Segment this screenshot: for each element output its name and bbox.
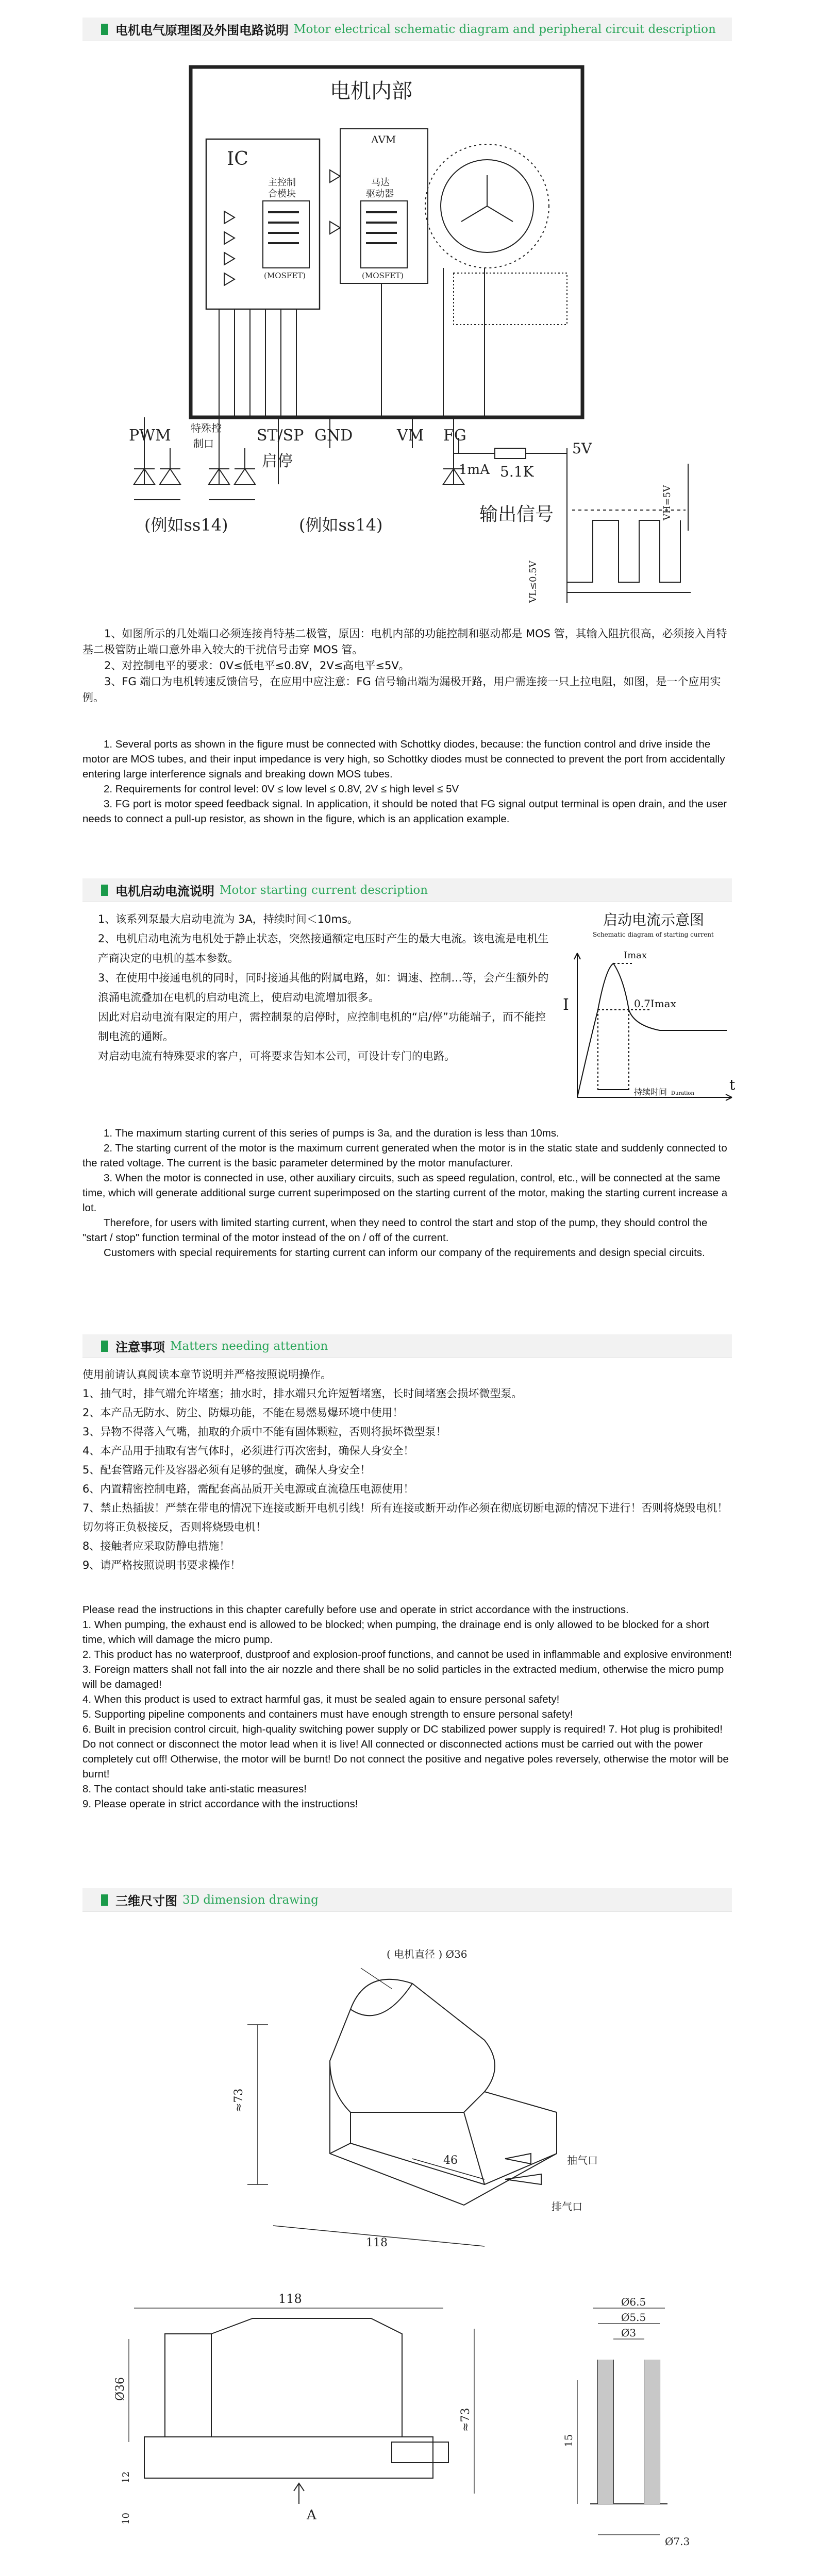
- section-header-attention: [82, 1334, 732, 1358]
- ic-label: IC: [227, 148, 248, 170]
- starting-current-notes-zh: [98, 909, 552, 1066]
- section-title-en: Motor electrical schematic diagram and peripheral circuit description: [294, 22, 716, 36]
- attention-zh-1: 1、抽气时，排气端允许堵塞；抽水时，排水端只允许短暂堵塞，长时间堵塞会损坏微型泵。: [82, 1387, 523, 1400]
- view-mark-a: A: [307, 2507, 316, 2523]
- attention-zh-2: 2、本产品无防水、防尘、防爆功能，不能在易燃易爆环境中使用！: [82, 1406, 404, 1419]
- current-1ma: 1mA: [459, 462, 490, 478]
- current-curve: [577, 963, 727, 1097]
- chart-xlabel: t: [729, 1076, 736, 1093]
- attention-en-9: 9. Please operate in strict accordance with the instructions!: [82, 1798, 358, 1810]
- chart-annotation-imax: Imax: [624, 950, 647, 961]
- pin-fg: FG: [443, 427, 466, 445]
- dim-motor-dia: ( 电机直径 ) Ø36: [387, 1948, 468, 1960]
- note-zh-1: 1、如图所示的几处端口必须连接肖特基二极管，原因：电机内部的功能控制和驱动都是 MOS 管，其输入阻抗很高，必须接入肖特基二极管防止端口意外串入较大的干扰信号击穿 MOS 管。: [82, 628, 727, 656]
- attention-en-1: 1. When pumping, the exhaust end is allowed to be blocked; when pumping, the drainage end is only allowed to be blocked for a short time, which will damage the micro pump.: [82, 1619, 709, 1646]
- sc-zh-2: 2、电机启动电流为电机处于静止状态，突然接通额定电压时产生的最大电流。该电流是电机生产商决定的电机的基本参数。: [98, 933, 549, 964]
- example-2: (例如ss14): [299, 515, 383, 535]
- drv-label-3: (MOSFET): [362, 271, 404, 280]
- sc-en-4: Therefore, for users with limited starting current, when they need to control the start and stop of the pump, they should control the "start / stop" function terminal of the motor instead of the on / off of the current.: [82, 1217, 708, 1244]
- pin-special-1: 特殊控: [191, 422, 222, 434]
- dim-d55: Ø5.5: [621, 2311, 646, 2324]
- section-header-dimensions: [82, 1888, 732, 1912]
- section-title-zh: 注意事项: [115, 1340, 165, 1354]
- dim-h12: 12: [121, 2471, 131, 2483]
- dim-h15: 15: [562, 2434, 575, 2447]
- resistor-5k1: 5.1K: [500, 463, 534, 480]
- attention-zh-4: 4、本产品用于抽取有害气体时，必须进行再次密封，确保人身安全！: [82, 1445, 414, 1457]
- note-zh-3: 3、FG 端口为电机转速反馈信号，在应用中应注意：FG 信号输出端为漏极开路，用户需连接一只上拉电阻，如图，是一个应用实例。: [82, 675, 721, 704]
- sc-en-3: 3. When the motor is connected in use, other auxiliary circuits, such as speed regulation, control, etc., will be connected at the same time, which will generate additional surge current superimposed on the starting current of the motor, making the starting current increase a lot.: [82, 1172, 728, 1214]
- schematic-notes-en: [82, 737, 732, 826]
- chart-ylabel: I: [563, 996, 569, 1014]
- supply-5v: 5V: [572, 440, 592, 457]
- dim-d3: Ø3: [621, 2327, 637, 2339]
- section-marker: [101, 1341, 108, 1352]
- section-title-zh: 电机启动电流说明: [115, 884, 214, 899]
- attention-zh-9: 9、请严格按照说明书要求操作！: [82, 1559, 241, 1571]
- drv-label-2: 驱动器: [366, 189, 394, 199]
- dim-w118: 118: [366, 2236, 388, 2249]
- schematic-title: 电机内部: [330, 79, 412, 103]
- dim-w46: 46: [443, 2154, 458, 2167]
- pin-special-2: 制口: [193, 437, 214, 450]
- attention-zh-8: 8、接触者应采取防静电措施！: [82, 1540, 230, 1552]
- attention-en-4: 4. When this product is used to extract harmful gas, it must be sealed again to ensure personal safety!: [82, 1693, 560, 1705]
- start-stop-label: 启停: [262, 452, 293, 470]
- sc-zh-3: 3、在使用中接通电机的同时，同时接通其他的附属电路，如：调速、控制…等，会产生额外的浪涌电流叠加在电机的启动电流上，使启动电流增加很多。: [98, 972, 549, 1004]
- sc-zh-4: 因此对启动电流有限定的用户，需控制泵的启停时，应控制电机的“启/停”功能端子，而不能控制电流的通断。: [98, 1011, 546, 1043]
- dim-d65: Ø6.5: [621, 2296, 646, 2308]
- dim-h73: ≈73: [232, 2088, 245, 2112]
- attention-intro-zh: 使用前请认真阅读本章节说明并严格按照说明操作。: [82, 1368, 331, 1381]
- sc-zh-5: 对启动电流有特殊要求的客户，可将要求告知本公司，可设计专门的电路。: [98, 1050, 455, 1062]
- attention-en-6: 6. Built in precision control circuit, high-quality switching power supply or DC stabilized power supply is required! 7. Hot plug is prohibited! Do not connect or disconnect the motor lead when it is live! All connected or disconnected actions must be carried out with the power completely cut off! Otherwise, the motor will be burnt! Do not connect the positive and negative poles reversely, otherwise the motor will be burnt!: [82, 1723, 729, 1780]
- pump-body: [330, 1979, 495, 2112]
- attention-zh-6: 6、内置精密控制电路，需配套高品质开关电源或直流稳压电源使用！: [82, 1483, 414, 1495]
- section-title-en: 3D dimension drawing: [182, 1893, 319, 1907]
- attention-en-8: 8. The contact should take anti-static measures!: [82, 1783, 307, 1795]
- section-marker: [101, 1894, 108, 1906]
- label-suction-3d: 抽气口: [567, 2154, 598, 2166]
- motor-schematic-diagram: [124, 57, 701, 613]
- chart-subtitle: Schematic diagram of starting current: [593, 931, 714, 938]
- pin-vm: VM: [397, 427, 424, 445]
- section-title-en: Matters needing attention: [170, 1339, 328, 1353]
- label-exhaust-3d: 排气口: [552, 2200, 582, 2213]
- vl-label: VL≤0.5V: [528, 561, 539, 603]
- sc-en-2: 2. The starting current of the motor is the maximum current generated when the motor is in the static state and suddenly connected to the rated voltage. The current is the basic parameter determined by the motor manufacturer.: [82, 1142, 727, 1169]
- section-title-zh: 三维尺寸图: [115, 1894, 177, 1908]
- example-1: (例如ss14): [144, 515, 228, 535]
- sc-en-5: Customers with special requirements for starting current can inform our company of the requirements and design special circuits.: [104, 1247, 705, 1259]
- ctrl-label-1: 主控制: [268, 177, 296, 188]
- attention-en-5: 5. Supporting pipeline components and containers must have enough strength to ensure personal safety!: [82, 1708, 573, 1720]
- attention-en-3: 3. Foreign matters shall not fall into the air nozzle and there shall be no solid particles in the extracted medium, otherwise the micro pump will be damaged!: [82, 1664, 724, 1690]
- section-title-zh: 电机电气原理图及外围电路说明: [115, 23, 289, 38]
- vh-label: VH=5V: [662, 485, 673, 520]
- section-marker: [101, 24, 108, 35]
- pump-3d-drawing: [196, 1937, 639, 2267]
- sc-en-1: 1. The maximum starting current of this series of pumps is 3a, and the duration is less than 10ms.: [104, 1127, 559, 1139]
- sc-zh-1: 1、该系列泵最大启动电流为 3A，持续时间＜10ms。: [98, 913, 358, 925]
- chart-annotation-duration-zh: 持续时间: [634, 1087, 667, 1097]
- dim-h10: 10: [121, 2513, 131, 2524]
- starting-current-notes-en: [82, 1126, 732, 1260]
- note-zh-2: 2、对控制电平的要求：0V≤低电平≤0.8V，2V≤高电平≤5V。: [104, 659, 410, 672]
- attention-notes-en: [82, 1602, 732, 1811]
- pump-front-view: [82, 2287, 732, 2576]
- attention-notes-zh: [82, 1365, 732, 1575]
- output-signal: 输出信号: [479, 504, 554, 525]
- note-en-3: 3. FG port is motor speed feedback signal. In application, it should be noted that FG signal output terminal is open drain, and the user needs to connect a pull-up resistor, as shown in the figure, which is an application example.: [82, 798, 727, 825]
- avm-label: AVM: [371, 133, 396, 146]
- dim-d36: Ø36: [114, 2377, 127, 2401]
- section-header-starting-current: [82, 878, 732, 902]
- section-header-schematic: [82, 18, 732, 41]
- pin-st-sp: ST/SP: [257, 427, 304, 445]
- attention-zh-7: 7、禁止热插拔！严禁在带电的情况下连接或断开电机引线！所有连接或断开动作必须在彻底切断电源的情况下进行！否则将烧毁电机！切勿将正负极接反，否则将烧毁电机！: [82, 1502, 728, 1533]
- chart-annotation-07imax: 0.7Imax: [634, 997, 676, 1010]
- section-title-en: Motor starting current description: [220, 883, 428, 897]
- ctrl-label-3: (MOSFET): [264, 271, 306, 280]
- dim-h73b: ≈73: [459, 2408, 472, 2432]
- dim-top118: 118: [278, 2292, 302, 2306]
- pin-pwm: PWM: [129, 427, 171, 445]
- attention-en-2: 2. This product has no waterproof, dustproof and explosion-proof functions, and cannot be used in inflammable and explosive environment!: [82, 1649, 732, 1660]
- chart-title: 启动电流示意图: [603, 911, 705, 928]
- section-marker: [101, 885, 108, 896]
- pin-gnd: GND: [314, 427, 353, 445]
- dim-d73: Ø7.3: [665, 2535, 690, 2548]
- attention-zh-3: 3、异物不得落入气嘴，抽取的介质中不能有固体颗粒，否则将损坏微型泵！: [82, 1426, 447, 1438]
- attention-zh-5: 5、配套管路元件及容器必须有足够的强度，确保人身安全！: [82, 1464, 371, 1476]
- note-en-2: 2. Requirements for control level: 0V ≤ low level ≤ 0.8V, 2V ≤ high level ≤ 5V: [104, 783, 459, 795]
- note-en-1: 1. Several ports as shown in the figure must be connected with Schottky diodes, because: the function control and drive inside the motor are MOS tubes, and their input impedance is very high, so Schottky diodes must be connected to prevent the port from accidentally entering large interference signals and breaking down MOS tubes.: [82, 738, 725, 780]
- ctrl-label-2: 合模块: [268, 189, 296, 199]
- drv-label-1: 马达: [371, 177, 390, 188]
- starting-current-chart: [557, 907, 742, 1123]
- attention-intro-en: Please read the instructions in this chapter carefully before use and operate in strict accordance with the instructions.: [82, 1604, 629, 1616]
- schematic-notes-zh: [82, 626, 732, 706]
- chart-annotation-duration-en: Duration: [671, 1091, 694, 1096]
